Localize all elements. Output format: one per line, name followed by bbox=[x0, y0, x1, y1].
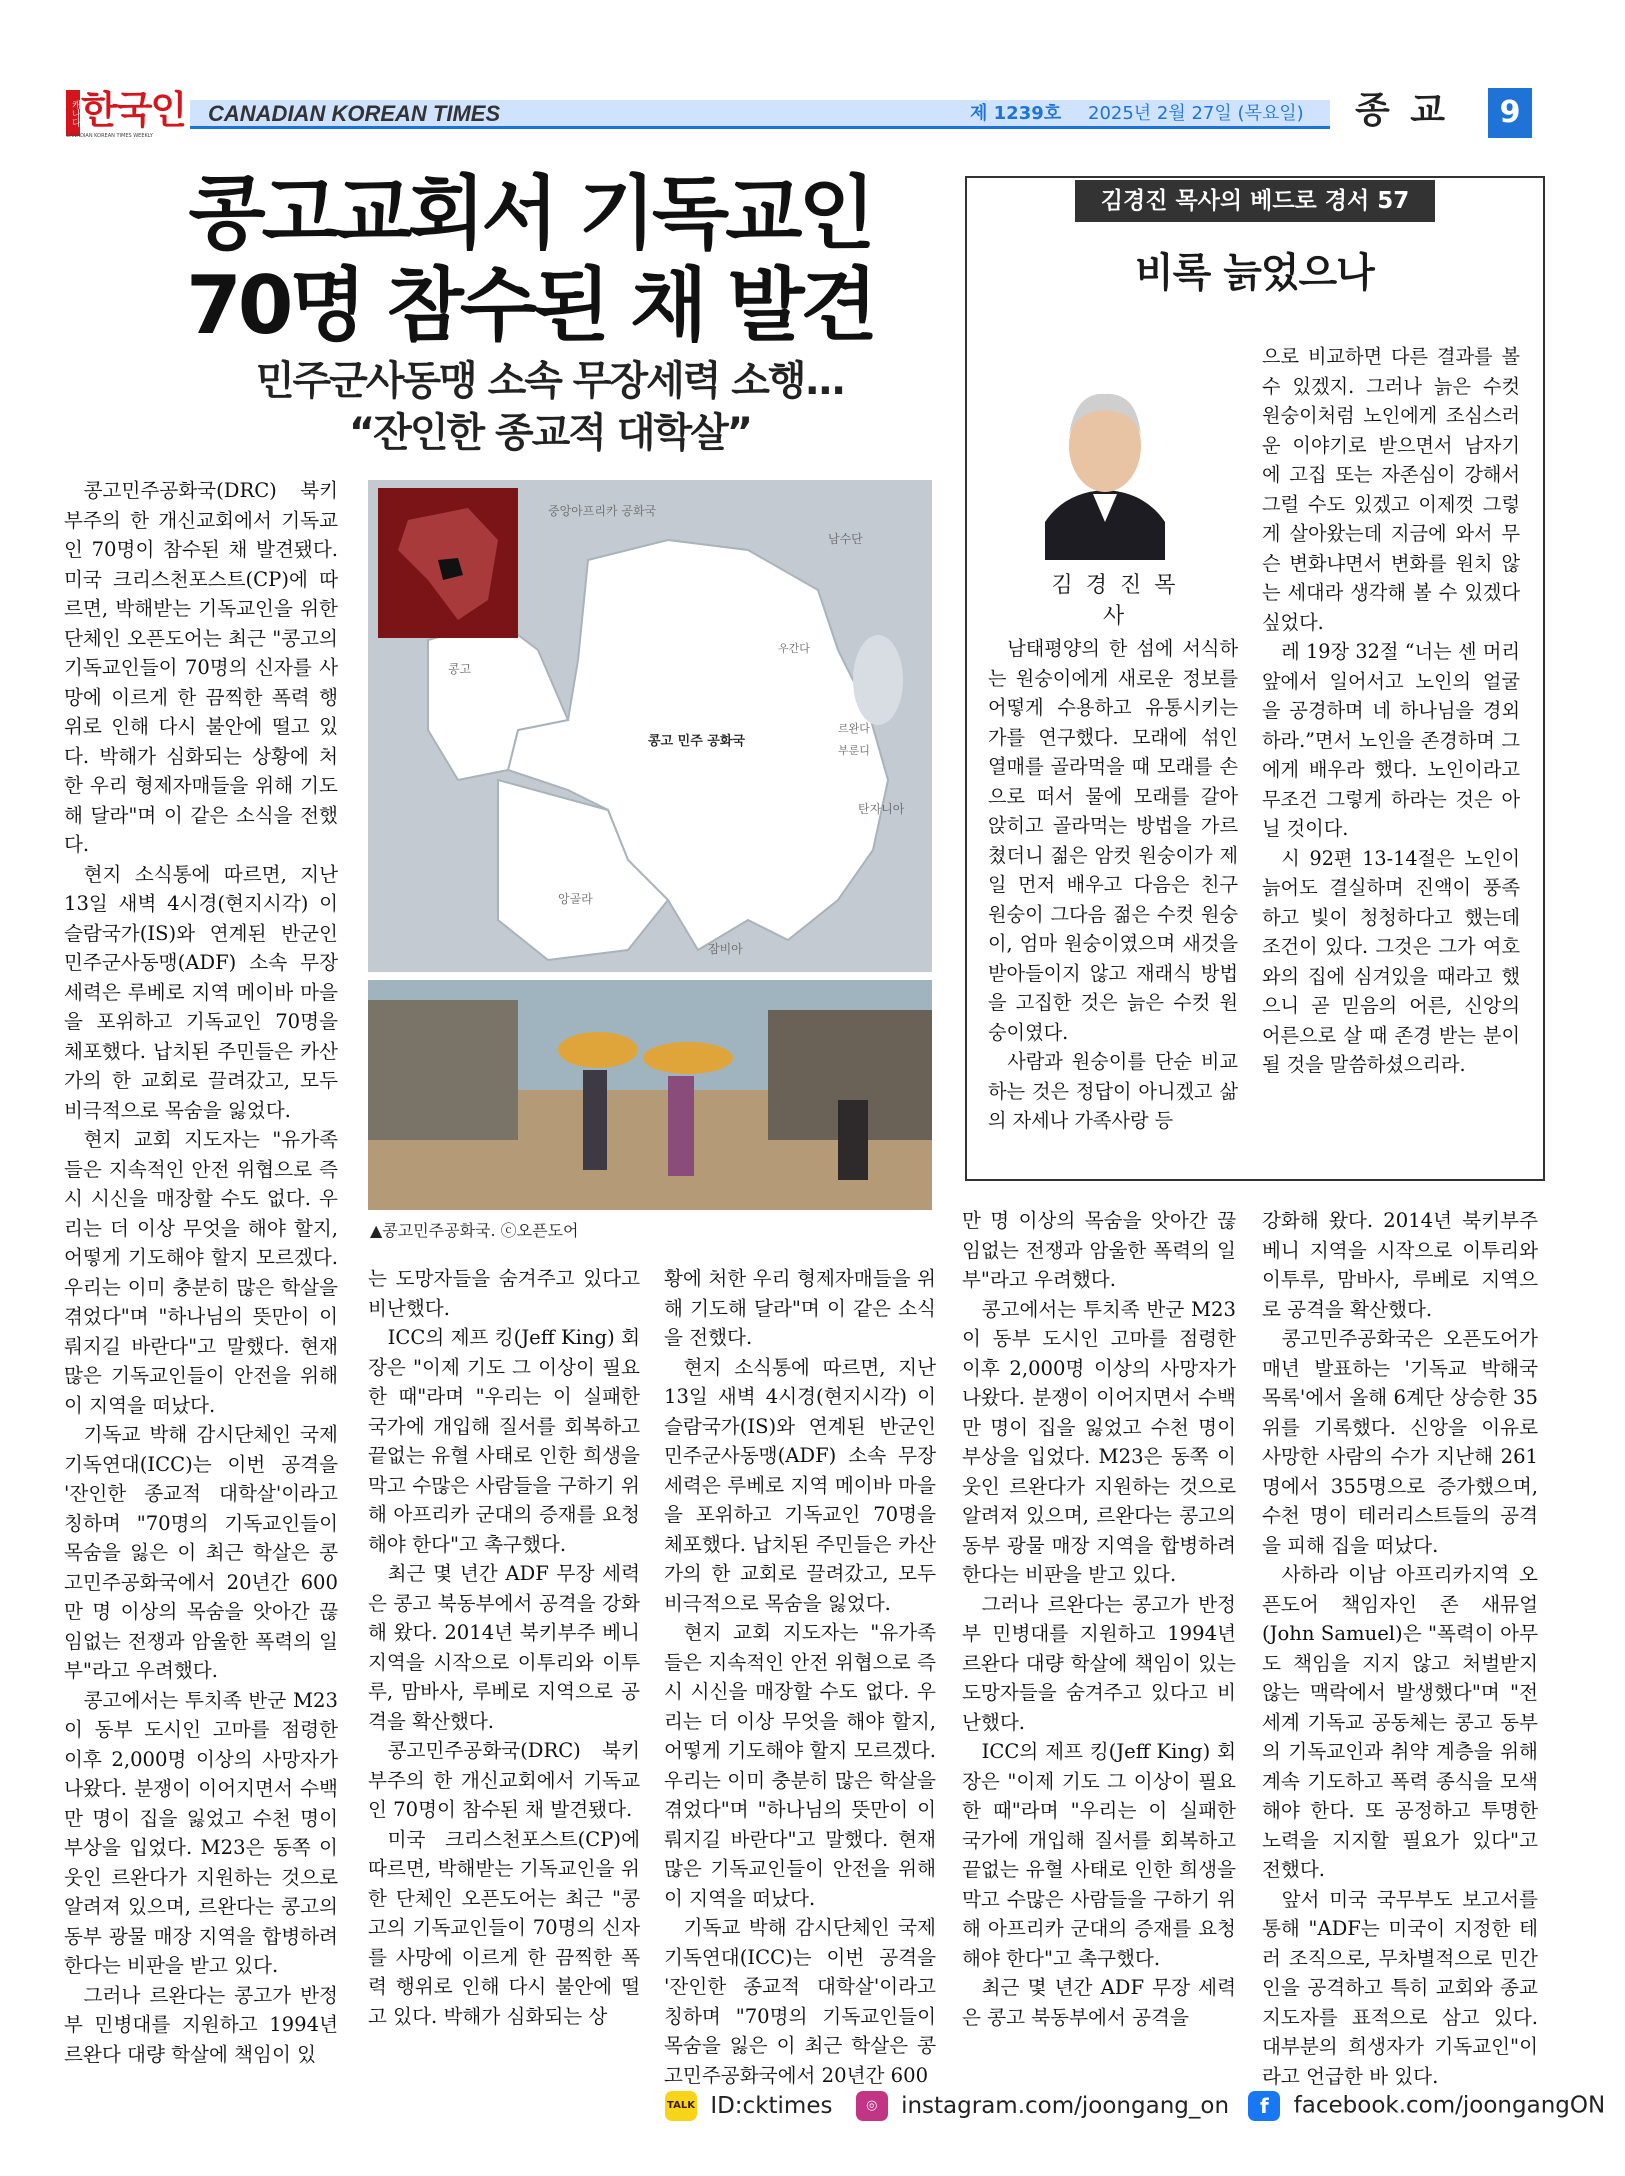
subheadline-line-1: 민주군사동맹 소속 무장세력 소행... bbox=[255, 358, 845, 404]
paragraph: ICC의 제프 킹(Jeff King) 회장은 "이제 기도 그 이상이 필요한 때"라며 "우리는 이 실패한 국가에 개입해 질서를 회복하고 끝없는 유혈 사태로 인한 희생을 막고 수많은 사람들을 구하기 위해 아프리카 군대의 증재를 요청해야 한다"고 촉구했다. bbox=[962, 1740, 1236, 1970]
facebook-icon: f bbox=[1248, 2091, 1280, 2121]
logo-badge: 캐나다 bbox=[66, 90, 80, 136]
photo-caption: ▲콩고민주공화국. ⓒ오픈도어 bbox=[370, 1221, 579, 1240]
kakaotalk-id[interactable]: ID:cktimes bbox=[710, 2092, 833, 2119]
instagram-link[interactable]: instagram.com/joongang_on bbox=[901, 2092, 1230, 2119]
map-label-burundi: 부룬디 bbox=[838, 744, 870, 757]
portrait-graphic bbox=[1045, 372, 1165, 560]
paragraph: 만 명 이상의 목숨을 앗아간 끊임없는 전쟁과 암울한 폭력의 일부"라고 우려했다. bbox=[962, 1209, 1236, 1291]
map-label-tanzania: 탄자니아 bbox=[858, 802, 905, 816]
headline-line-1: 콩고교회서 기독교인 bbox=[188, 167, 872, 260]
author-portrait bbox=[1045, 372, 1165, 560]
paragraph: 사하라 이남 아프리카지역 오픈도어 책임자인 존 새뮤얼(John Samuel)은 "폭력이 아무도 책임을 지지 않고 처벌받지 않는 맥락에서 발생했다"며 "전 세계 기독교 공동체는 콩고 동부의 기독교인과 취약 계층을 위해 계속 기도하고 폭력 종식을 모색해야 한다. 또 공정하고 투명한 노력을 지지할 필요가 있다"고 전했다. bbox=[1262, 1563, 1538, 1881]
sermon-column-left bbox=[988, 634, 1238, 1136]
headline-line-2: 70명 참수된 채 발견 bbox=[186, 259, 874, 352]
paragraph: 그러나 르완다는 콩고가 반정부 민병대를 지원하고 1994년 르완다 대량 학살에 책임이 있 bbox=[64, 1983, 338, 2066]
subheadline-line-2: “잔인한 종교적 대학살” bbox=[348, 410, 752, 456]
article-column-3 bbox=[664, 1264, 936, 2090]
paragraph: 콩고민주공화국(DRC) 북키부주의 한 개신교회에서 기독교인 70명이 참수된 채 발견됐다. 미국 크리스천포스트(CP)에 따르면, 박해받는 기독교인을 위한 단체인 오픈도어는 최근 "콩고의 기독교인들이 70명의 신자를 사망에 이르게 한 끔찍한 폭력 행위로 인해 다시 불안에 떨고 있다. 박해가 심화되는 상황에 처한 우리 형제자매들을 위해 기도해 달라"며 이 같은 소식을 전했다. bbox=[64, 479, 338, 856]
sermon-series-label: 김경진 목사의 베드로 경서 57 bbox=[1075, 180, 1435, 222]
congo-map bbox=[368, 480, 932, 972]
paragraph: 황에 처한 우리 형제자매들을 위해 기도해 달라"며 이 같은 소식을 전했다. bbox=[664, 1267, 936, 1349]
paragraph: 앞서 미국 국무부도 보고서를 통해 "ADF는 미국이 지정한 테러 조직으로, 무차별적으로 민간인을 공격하고 특히 교회와 종교 지도자를 표적으로 삼고 있다. 대부분의 희생자가 기독교인"이라고 언급한 바 있다. bbox=[1262, 1887, 1538, 2088]
street-photo bbox=[368, 980, 932, 1210]
map-label-drc: 콩고 민주 공화국 bbox=[648, 734, 745, 749]
article-column-5 bbox=[1262, 1206, 1538, 2091]
article-column-1 bbox=[64, 476, 338, 2069]
logo-text: 한국인 bbox=[81, 88, 186, 132]
map-label-congo: 콩고 bbox=[448, 662, 472, 676]
map-label-rwanda: 르완다 bbox=[838, 722, 870, 735]
issue-date: 2025년 2월 27일 (목요일) bbox=[1088, 103, 1304, 124]
paragraph: 현지 교회 지도자는 "유가족들은 지속적인 안전 위협으로 즉시 시신을 매장할 수도 없다. 우리는 더 이상 무엇을 해야 할지, 어떻게 기도해야 할지 모르겠다. 우리는 이미 충분히 많은 학살을 겪었다"며 "하나님의 뜻만이 이뤄지길 바란다"고 말했다. 현재 많은 기독교인들이 안전을 위해 이 지역을 떠났다. bbox=[64, 1128, 338, 1417]
paragraph: 최근 몇 년간 ADF 무장 세력은 콩고 북동부에서 공격을 bbox=[962, 1976, 1236, 2029]
logo-subtitle: CANADIAN KOREAN TIMES WEEKLY bbox=[66, 133, 153, 139]
section-title: 종 교 bbox=[1355, 90, 1450, 131]
paragraph: 그러나 르완다는 콩고가 반정부 민병대를 지원하고 1994년 르완다 대량 학살에 책임이 있는 도망자들을 숨겨주고 있다고 비난했다. bbox=[962, 1592, 1236, 1734]
sermon-column-right bbox=[1262, 342, 1520, 1080]
photo-graphic bbox=[368, 980, 932, 1210]
page-number: 9 bbox=[1488, 88, 1532, 138]
paragraph: 최근 몇 년간 ADF 무장 세력은 콩고 북동부에서 공격을 강화해 왔다. 2014년 북키부주 베니 지역을 시작으로 이투리와 이투루, 맘바사, 루베로 지역으로 공격을 확산했다. bbox=[368, 1562, 640, 1733]
paragraph: 현지 소식통에 따르면, 지난 13일 새벽 4시경(현지시각) 이슬람국가(IS)와 연계된 반군인 민주군사동맹(ADF) 소속 무장세력은 루베로 지역 메이바 마을을 포위하고 기독교인 70명을 체포했다. 납치된 주민들은 카산가의 한 교회로 끌려갔고, 모두 비극적으로 목숨을 잃었다. bbox=[64, 862, 338, 1122]
paragraph: 콩고에서는 투치족 반군 M23이 동부 도시인 고마를 점령한 이후 2,000명 이상의 사망자가 나왔다. 분쟁이 이어지면서 수백만 명이 집을 잃었고 수천 명이 부상을 입었다. M23은 동쪽 이웃인 르완다가 지원하는 것으로 알려져 있으며, 르완다는 콩고의 동부 광물 매장 지역을 합병하려 한다는 비판을 받고 있다. bbox=[962, 1297, 1236, 1586]
paragraph: 남태평양의 한 섬에 서식하는 원숭이에게 새로운 정보를 어떻게 수용하고 유통시키는가를 연구했다. 모래에 섞인 열매를 골라먹을 때 모래를 손으로 떠서 물에 모래를 갈아 앉히고 골라먹는 방법을 가르쳤더니 젊은 암컷 원숭이가 제일 먼저 배우고 다음은 친구 원숭이 그다음 젊은 수컷 원숭이, 엄마 원숭이였으며 새것을 받아들이지 않고 재래식 방법을 고집한 것은 늙은 수컷 원숭이였다. bbox=[988, 637, 1238, 1044]
paragraph: 기독교 박해 감시단체인 국제기독연대(ICC)는 이번 공격을 '잔인한 종교적 대학살'이라고 칭하며 "70명의 기독교인들이 목숨을 잃은 이 최근 학살은 콩고민주공화국에서 20년간 600 bbox=[664, 1916, 936, 2087]
paragraph: 현지 소식통에 따르면, 지난 13일 새벽 4시경(현지시각) 이슬람국가(IS)와 연계된 반군인 민주군사동맹(ADF) 소속 무장세력은 루베로 지역 메이바 마을을 포위하고 기독교인 70명을 체포했다. 납치된 주민들은 카산가의 한 교회로 끌려갔고, 모두 비극적으로 목숨을 잃었다. bbox=[664, 1355, 936, 1615]
subheadline bbox=[220, 355, 880, 459]
paragraph: 콩고민주공화국(DRC) 북키부주의 한 개신교회에서 기독교인 70명이 참수된 채 발견됐다. bbox=[368, 1739, 640, 1821]
map-label-angola: 앙골라 bbox=[558, 892, 593, 906]
facebook-link[interactable]: facebook.com/joongangON bbox=[1293, 2092, 1606, 2119]
newspaper-logo bbox=[66, 88, 186, 139]
article-column-4 bbox=[962, 1206, 1236, 2032]
paragraph: 사람과 원숭이를 단순 비교하는 것은 정답이 아니겠고 삶의 자세나 가족사랑 등 bbox=[988, 1050, 1238, 1132]
paragraph: 는 도망자들을 숨겨주고 있다고 비난했다. bbox=[368, 1267, 640, 1320]
social-footer bbox=[665, 2090, 1605, 2121]
headline bbox=[140, 168, 920, 352]
kakaotalk-icon: TALK bbox=[665, 2091, 697, 2121]
map-label-south-sudan: 남수단 bbox=[828, 532, 863, 546]
paragraph: 기독교 박해 감시단체인 국제기독연대(ICC)는 이번 공격을 '잔인한 종교적 대학살'이라고 칭하며 "70명의 기독교인들이 목숨을 잃은 이 최근 학살은 콩고민주공화국에서 20년간 600만 명 이상의 목숨을 앗아간 끊임없는 전쟁과 암울한 폭력의 일부"라고 우려했다. bbox=[64, 1423, 338, 1682]
paragraph: 콩고에서는 투치족 반군 M23이 동부 도시인 고마를 점령한 이후 2,000명 이상의 사망자가 나왔다. 분쟁이 이어지면서 수백만 명이 집을 잃었고 수천 명이 부상을 입었다. M23은 동쪽 이웃인 르완다가 지원하는 것으로 알려져 있으며, 르완다는 콩고의 동부 광물 매장 지역을 합병하려 한다는 비판을 받고 있다. bbox=[64, 1688, 338, 1977]
map-label-uganda: 우간다 bbox=[778, 642, 810, 655]
map-label-zambia: 잠비아 bbox=[708, 942, 743, 956]
map-label-car: 중앙아프리카 공화국 bbox=[548, 504, 657, 518]
publication-name: CANADIAN KOREAN TIMES bbox=[208, 101, 501, 126]
sermon-title: 비록 늙었으나 bbox=[1135, 250, 1374, 296]
paragraph: 현지 교회 지도자는 "유가족들은 지속적인 안전 위협으로 즉시 시신을 매장할 수도 없다. 우리는 더 이상 무엇을 해야 할지, 어떻게 기도해야 할지 모르겠다. 우리는 이미 충분히 많은 학살을 겪었다"며 "하나님의 뜻만이 이뤄지길 바란다"고 말했다. 현재 많은 기독교인들이 안전을 위해 이 지역을 떠났다. bbox=[664, 1621, 936, 1910]
paragraph: 으로 비교하면 다른 결과를 볼 수 있겠지. 그러나 늙은 수컷 원숭이처럼 노인에게 조심스러운 이야기로 받으면서 남자기에 고집 또는 자존심이 강해서 그럴 수도 있겠고 이제껏 그렇게 살아왔는데 지금에 와서 무슨 변화냐면서 변화를 원치 않는 세대라 생각해 볼 수 있겠다 싶었다. bbox=[1262, 345, 1520, 634]
paragraph: 미국 크리스천포스트(CP)에 따르면, 박해받는 기독교인을 위한 단체인 오픈도어는 최근 "콩고의 기독교인들이 70명의 신자를 사망에 이르게 한 끔찍한 폭력 행위로 인해 다시 불안에 떨고 있다. 박해가 심화되는 상 bbox=[368, 1827, 640, 2028]
issue-number: 제 1239호 bbox=[970, 103, 1062, 124]
paragraph: 레 19장 32절 “너는 센 머리 앞에서 일어서고 노인의 얼굴을 공경하며 네 하나님을 경외하라.”면서 노인을 존경하며 그에게 배우라 했다. 노인이라고 무조건 그렇게 하라는 것은 아닐 것이다. bbox=[1262, 640, 1520, 840]
paragraph: 콩고민주공화국은 오픈도어가 매년 발표하는 '기독교 박해국 목록'에서 올해 6계단 상승한 35위를 기록했다. 신앙을 이유로 사망한 사람의 수가 지난해 261명에서 355명으로 증가했으며, 수천 명이 테러리스트들의 공격을 피해 집을 떠났다. bbox=[1262, 1327, 1538, 1557]
paragraph: 강화해 왔다. 2014년 북키부주 베니 지역을 시작으로 이투리와 이투루, 맘바사, 루베로 지역으로 공격을 확산했다. bbox=[1262, 1209, 1538, 1321]
author-name: 김 경 진 목사 bbox=[1051, 573, 1179, 629]
article-column-2 bbox=[368, 1264, 640, 2031]
instagram-icon: ◎ bbox=[856, 2091, 888, 2121]
paragraph: 시 92편 13-14절은 노인이 늙어도 결실하며 진액이 풍족하고 빛이 청청하다고 했는데 조건이 있다. 그것은 그가 여호와의 집에 심겨있을 때라고 했으니 곧 믿음의 어른, 신앙의 어른으로 살 때 존경 받는 분이 될 것을 말씀하셨으리라. bbox=[1262, 846, 1520, 1076]
paragraph: ICC의 제프 킹(Jeff King) 회장은 "이제 기도 그 이상이 필요한 때"라며 "우리는 이 실패한 국가에 개입해 질서를 회복하고 끝없는 유혈 사태로 인한 희생을 막고 수많은 사람들을 구하기 위해 아프리카 군대의 증재를 요청해야 한다"고 촉구했다. bbox=[368, 1326, 640, 1556]
